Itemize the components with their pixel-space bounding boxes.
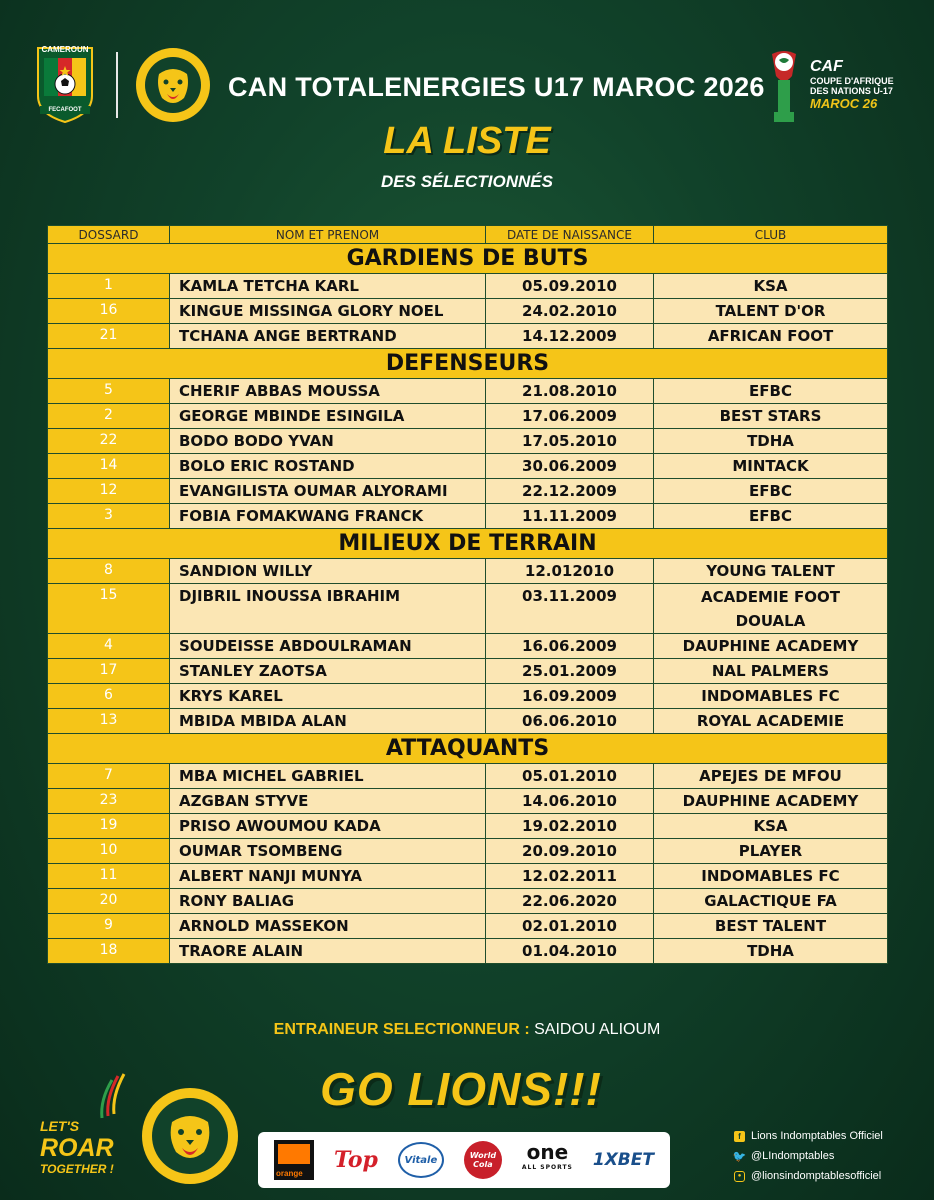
player-number: 20	[48, 889, 170, 914]
player-name: TCHANA ANGE BERTRAND	[170, 324, 486, 349]
table-row	[48, 324, 888, 349]
player-club: INDOMABLES FC	[654, 684, 888, 709]
world-cola-logo: World Cola	[464, 1141, 502, 1179]
player-club: NAL PALMERS	[654, 659, 888, 684]
coach-line	[0, 1021, 934, 1039]
roar-roar: ROAR	[40, 1134, 114, 1162]
player-club: TDHA	[654, 939, 888, 964]
table-header-row	[48, 226, 888, 244]
table-row	[48, 404, 888, 429]
vitale-logo: Vitale	[398, 1142, 444, 1178]
table-row	[48, 889, 888, 914]
player-club: TDHA	[654, 429, 888, 454]
player-birthdate: 19.02.2010	[486, 814, 654, 839]
orange-label: orange	[276, 1169, 303, 1178]
player-birthdate: 16.09.2009	[486, 684, 654, 709]
caf-line-maroc: MAROC 26	[810, 96, 878, 111]
social-twitter[interactable]	[734, 1146, 883, 1166]
table-row	[48, 939, 888, 964]
player-number: 18	[48, 939, 170, 964]
player-number: 21	[48, 324, 170, 349]
player-club: BEST STARS	[654, 404, 888, 429]
player-birthdate: 16.06.2009	[486, 634, 654, 659]
player-birthdate: 22.06.2020	[486, 889, 654, 914]
player-number: 8	[48, 559, 170, 584]
player-club: EFBC	[654, 504, 888, 529]
player-name: SANDION WILLY	[170, 559, 486, 584]
player-name: EVANGILISTA OUMAR ALYORAMI	[170, 479, 486, 504]
player-birthdate: 06.06.2010	[486, 709, 654, 734]
table-row	[48, 504, 888, 529]
player-name: MBIDA MBIDA ALAN	[170, 709, 486, 734]
table-row	[48, 659, 888, 684]
table-row	[48, 789, 888, 814]
table-row	[48, 299, 888, 324]
orange-logo-icon	[274, 1140, 314, 1180]
table-row	[48, 584, 888, 634]
social-facebook[interactable]	[734, 1126, 883, 1146]
player-name: SOUDEISSE ABDOULRAMAN	[170, 634, 486, 659]
lion-head-icon	[134, 46, 212, 124]
twitter-icon: 🐦	[732, 1150, 747, 1163]
go-lions-slogan: GO LIONS!!!	[320, 1063, 602, 1115]
table-row	[48, 864, 888, 889]
badge-text: CAMEROUN	[41, 45, 89, 54]
player-name: MBA MICHEL GABRIEL	[170, 764, 486, 789]
player-club: DAUPHINE ACADEMY	[654, 789, 888, 814]
one-word: one	[526, 1140, 569, 1164]
player-birthdate: 14.06.2010	[486, 789, 654, 814]
player-number: 1	[48, 274, 170, 299]
player-number: 3	[48, 504, 170, 529]
player-club: KSA	[654, 814, 888, 839]
player-club: PLAYER	[654, 839, 888, 864]
player-birthdate: 01.04.2010	[486, 939, 654, 964]
player-number: 2	[48, 404, 170, 429]
player-name: AZGBAN STYVE	[170, 789, 486, 814]
player-number: 11	[48, 864, 170, 889]
player-club: APEJES DE MFOU	[654, 764, 888, 789]
instagram-icon: ●	[734, 1171, 745, 1182]
player-club-line1: ACADEMIE FOOT	[701, 588, 840, 606]
caf-text-block	[810, 58, 894, 111]
player-birthdate: 17.06.2009	[486, 404, 654, 429]
table-row	[48, 634, 888, 659]
player-name: BOLO ERIC ROSTAND	[170, 454, 486, 479]
player-club: ROYAL ACADEMIE	[654, 709, 888, 734]
player-number: 9	[48, 914, 170, 939]
player-name: BODO BODO YVAN	[170, 429, 486, 454]
caf-word: CAF	[810, 58, 843, 75]
player-birthdate: 30.06.2009	[486, 454, 654, 479]
section-title: ATTAQUANTS	[48, 734, 888, 764]
player-birthdate: 22.12.2009	[486, 479, 654, 504]
instagram-handle: @lionsindomptablesofficiel	[751, 1170, 882, 1182]
list-subtitle: DES SÉLECTIONNÉS	[381, 172, 553, 191]
player-number: 4	[48, 634, 170, 659]
caf-line-coupe: COUPE D'AFRIQUE	[810, 76, 894, 86]
social-instagram[interactable]	[734, 1166, 883, 1186]
table-row	[48, 914, 888, 939]
header-dossard: DOSSARD	[48, 226, 170, 244]
badge-sub: FECAFOOT	[48, 107, 82, 113]
player-number: 10	[48, 839, 170, 864]
section-row	[48, 244, 888, 274]
table-row	[48, 454, 888, 479]
player-number: 22	[48, 429, 170, 454]
caf-line-nations: DES NATIONS U-17	[810, 86, 893, 96]
player-name: DJIBRIL INOUSSA IBRAHIM	[170, 584, 486, 634]
sponsors-bar	[258, 1132, 670, 1188]
player-number: 19	[48, 814, 170, 839]
player-name: KINGUE MISSINGA GLORY NOEL	[170, 299, 486, 324]
player-name: CHERIF ABBAS MOUSSA	[170, 379, 486, 404]
player-name: FOBIA FOMAKWANG FRANCK	[170, 504, 486, 529]
player-birthdate: 24.02.2010	[486, 299, 654, 324]
player-club: MINTACK	[654, 454, 888, 479]
logo-divider	[116, 52, 118, 118]
competition-title: CAN TOTALENERGIES U17 MAROC 2026	[228, 72, 765, 102]
player-birthdate: 12.02.2011	[486, 864, 654, 889]
table-row	[48, 709, 888, 734]
facebook-handle: Lions Indomptables Officiel	[751, 1130, 883, 1142]
table-row	[48, 839, 888, 864]
roar-lets: LET'S	[40, 1118, 80, 1134]
player-name: STANLEY ZAOTSA	[170, 659, 486, 684]
player-birthdate: 05.09.2010	[486, 274, 654, 299]
header-club: CLUB	[654, 226, 888, 244]
player-number: 14	[48, 454, 170, 479]
player-name: KAMLA TETCHA KARL	[170, 274, 486, 299]
player-name: PRISO AWOUMOU KADA	[170, 814, 486, 839]
player-birthdate: 03.11.2009	[486, 584, 654, 634]
top-logo: Top	[334, 1147, 378, 1173]
section-title: MILIEUX DE TERRAIN	[48, 529, 888, 559]
one-all-sports-logo	[521, 1140, 573, 1176]
roar-together: TOGETHER !	[40, 1162, 114, 1176]
player-birthdate: 17.05.2010	[486, 429, 654, 454]
player-name: ALBERT NANJI MUNYA	[170, 864, 486, 889]
table-row	[48, 559, 888, 584]
table-row	[48, 764, 888, 789]
player-number: 5	[48, 379, 170, 404]
section-row	[48, 349, 888, 379]
player-club-line2: DOUALA	[735, 612, 806, 630]
player-birthdate: 20.09.2010	[486, 839, 654, 864]
table-row	[48, 379, 888, 404]
table-row	[48, 684, 888, 709]
player-club: DAUPHINE ACADEMY	[654, 634, 888, 659]
player-club	[654, 584, 888, 634]
coach-label: ENTRAINEUR SELECTIONNEUR :	[273, 1021, 535, 1038]
player-birthdate: 25.01.2009	[486, 659, 654, 684]
player-name: OUMAR TSOMBENG	[170, 839, 486, 864]
player-club: INDOMABLES FC	[654, 864, 888, 889]
one-sub: ALL SPORTS	[521, 1164, 573, 1171]
twitter-handle: @LIndomptables	[751, 1150, 835, 1162]
table-row	[48, 429, 888, 454]
player-club: AFRICAN FOOT	[654, 324, 888, 349]
player-birthdate: 21.08.2010	[486, 379, 654, 404]
player-club: BEST TALENT	[654, 914, 888, 939]
player-birthdate: 11.11.2009	[486, 504, 654, 529]
player-name: GEORGE MBINDE ESINGILA	[170, 404, 486, 429]
player-number: 16	[48, 299, 170, 324]
player-club: YOUNG TALENT	[654, 559, 888, 584]
facebook-icon: f	[734, 1131, 745, 1142]
player-birthdate: 02.01.2010	[486, 914, 654, 939]
social-links	[734, 1126, 883, 1186]
table-row	[48, 814, 888, 839]
player-club: EFBC	[654, 479, 888, 504]
player-number: 6	[48, 684, 170, 709]
roster-body	[48, 244, 888, 964]
section-row	[48, 734, 888, 764]
roster-table	[47, 225, 888, 964]
player-name: KRYS KAREL	[170, 684, 486, 709]
player-number: 23	[48, 789, 170, 814]
player-club: KSA	[654, 274, 888, 299]
player-name: ARNOLD MASSEKON	[170, 914, 486, 939]
player-number: 7	[48, 764, 170, 789]
player-club: GALACTIQUE FA	[654, 889, 888, 914]
player-number: 17	[48, 659, 170, 684]
player-number: 13	[48, 709, 170, 734]
player-name: RONY BALIAG	[170, 889, 486, 914]
player-club: TALENT D'OR	[654, 299, 888, 324]
section-row	[48, 529, 888, 559]
player-birthdate: 14.12.2009	[486, 324, 654, 349]
header-date: DATE DE NAISSANCE	[486, 226, 654, 244]
player-number: 15	[48, 584, 170, 634]
1xbet-logo: 1XBET	[592, 1150, 654, 1170]
table-row	[48, 479, 888, 504]
header-nom: NOM ET PRENOM	[170, 226, 486, 244]
section-title: DEFENSEURS	[48, 349, 888, 379]
player-name: TRAORE ALAIN	[170, 939, 486, 964]
lion-head-icon-bottom	[140, 1086, 240, 1186]
player-club: EFBC	[654, 379, 888, 404]
list-title: LA LISTE	[383, 120, 551, 162]
player-number: 12	[48, 479, 170, 504]
table-row	[48, 274, 888, 299]
player-birthdate: 05.01.2010	[486, 764, 654, 789]
coach-name: SAIDOU ALIOUM	[534, 1021, 661, 1038]
section-title: GARDIENS DE BUTS	[48, 244, 888, 274]
player-birthdate: 12.012010	[486, 559, 654, 584]
